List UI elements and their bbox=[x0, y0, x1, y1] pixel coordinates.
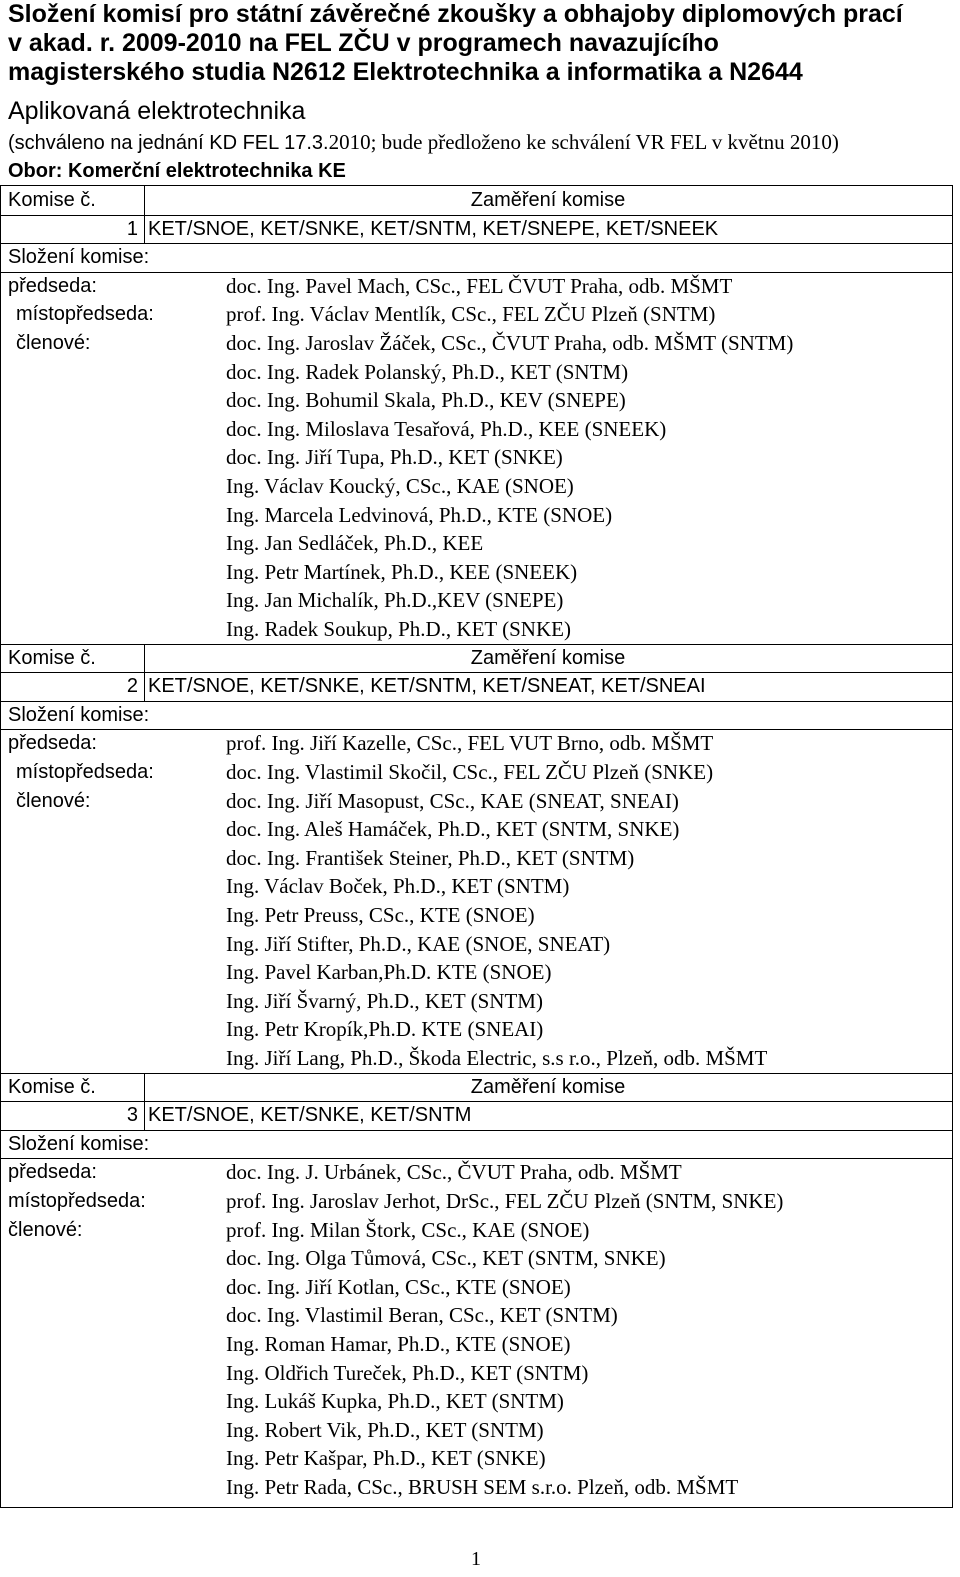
focus-header: Zaměření komise bbox=[470, 646, 626, 669]
field-of-study: Obor: Komerční elektrotechnika KE bbox=[8, 160, 346, 182]
member-name: Ing. Lukáš Kupka, Ph.D., KET (SNTM) bbox=[226, 1389, 564, 1414]
title-line: v akad. r. 2009-2010 na FEL ZČU v programech navazujícího bbox=[8, 29, 719, 57]
composition-label: Složení komise: bbox=[8, 703, 150, 726]
member-name: prof. Ing. Jaroslav Jerhot, DrSc., FEL ZČU Plzeň (SNTM, SNKE) bbox=[226, 1189, 784, 1213]
chairman-label: předseda: bbox=[8, 732, 97, 755]
members-label: členové: bbox=[16, 789, 91, 812]
composition-label: Složení komise: bbox=[8, 1132, 150, 1155]
komise-label: Komise č. bbox=[8, 1075, 96, 1098]
member-name: doc. Ing. Olga Tůmová, CSc., KET (SNTM, SNKE) bbox=[226, 1246, 666, 1271]
member-name: Ing. Jan Sedláček, Ph.D., KEE bbox=[226, 531, 484, 556]
member-name: Ing. Václav Boček, Ph.D., KET (SNTM) bbox=[226, 874, 570, 899]
vice-chairman-label: místopředseda: bbox=[16, 761, 154, 783]
member-name: doc. Ing. J. Urbánek, CSc., ČVUT Praha, odb. MŠMT bbox=[226, 1160, 682, 1185]
member-name: Ing. Pavel Karban,Ph.D. KTE (SNOE) bbox=[226, 960, 552, 985]
commissions-table bbox=[0, 185, 953, 1508]
commission-focus: KET/SNOE, KET/SNKE, KET/SNTM, KET/SNEAT, KET/SNEAI bbox=[148, 675, 706, 698]
member-name: Ing. Petr Kašpar, Ph.D., KET (SNKE) bbox=[226, 1446, 546, 1471]
member-name: doc. Ing. Aleš Hamáček, Ph.D., KET (SNTM, SNKE) bbox=[226, 817, 680, 842]
member-name: Ing. Marcela Ledvinová, Ph.D., KTE (SNOE) bbox=[226, 502, 613, 527]
member-name: Ing. Jiří Lang, Ph.D., Škoda Electric, s.s r.o., Plzeň, odb. MŠMT bbox=[226, 1046, 768, 1070]
focus-header: Zaměření komise bbox=[470, 1075, 626, 1098]
member-name: Ing. Václav Koucký, CSc., KAE (SNOE) bbox=[226, 474, 574, 498]
member-name: doc. Ing. František Steiner, Ph.D., KET (SNTM) bbox=[226, 845, 635, 870]
chairman-label: předseda: bbox=[8, 274, 97, 297]
member-name: doc. Ing. Jiří Kotlan, CSc., KTE (SNOE) bbox=[226, 1274, 571, 1299]
approval-note bbox=[8, 128, 953, 158]
commission-focus: KET/SNOE, KET/SNKE, KET/SNTM, KET/SNEPE, KET/SNEEK bbox=[148, 217, 719, 240]
members-label: členové: bbox=[8, 1218, 83, 1241]
member-name: doc. Ing. Vlastimil Beran, CSc., KET (SNTM) bbox=[226, 1303, 618, 1328]
komise-label: Komise č. bbox=[8, 646, 96, 669]
member-name: doc. Ing. Jiří Masopust, CSc., KAE (SNEAT, SNEAI) bbox=[226, 788, 679, 813]
member-name: Ing. Robert Vik, Ph.D., KET (SNTM) bbox=[226, 1417, 544, 1442]
title-line: magisterského studia N2612 Elektrotechnika a informatika a N2644 bbox=[8, 58, 803, 86]
komise-label: Komise č. bbox=[8, 189, 96, 211]
column-divider bbox=[144, 186, 145, 243]
column-divider bbox=[144, 1073, 145, 1130]
member-name: Ing. Petr Kropík,Ph.D. KTE (SNEAI) bbox=[226, 1017, 544, 1042]
page-number: 1 bbox=[471, 1548, 481, 1570]
chairman-label: předseda: bbox=[8, 1161, 97, 1184]
member-name: prof. Ing. Václav Mentlík, CSc., FEL ZČU Plzeň (SNTM) bbox=[226, 302, 716, 327]
vice-chairman-label: místopředseda: bbox=[8, 1190, 146, 1212]
member-name: Ing. Petr Rada, CSc., BRUSH SEM s.r.o. Plzeň, odb. MŠMT bbox=[226, 1475, 739, 1499]
member-name: doc. Ing. Vlastimil Skočil, CSc., FEL ZČU Plzeň (SNKE) bbox=[226, 760, 714, 784]
member-name: Ing. Petr Martínek, Ph.D., KEE (SNEEK) bbox=[226, 559, 578, 584]
commission-focus: KET/SNOE, KET/SNKE, KET/SNTM bbox=[148, 1104, 472, 1127]
document-title bbox=[8, 0, 953, 87]
member-name: prof. Ing. Jiří Kazelle, CSc., FEL VUT Brno, odb. MŠMT bbox=[226, 731, 714, 756]
member-name: Ing. Radek Soukup, Ph.D., KET (SNKE) bbox=[226, 617, 571, 641]
document-subtitle: Aplikovaná elektrotechnika bbox=[8, 97, 306, 125]
member-name: prof. Ing. Milan Štork, CSc., KAE (SNOE) bbox=[226, 1217, 590, 1242]
commission-number: 2 bbox=[126, 675, 138, 698]
commission-number: 3 bbox=[126, 1104, 138, 1127]
commission-number: 1 bbox=[126, 217, 138, 240]
member-name: Ing. Jiří Švarný, Ph.D., KET (SNTM) bbox=[226, 988, 543, 1013]
focus-header: Zaměření komise bbox=[470, 189, 626, 211]
vice-chairman-label: místopředseda: bbox=[16, 303, 154, 326]
member-name: doc. Ing. Miloslava Tesařová, Ph.D., KEE (SNEEK) bbox=[226, 416, 667, 441]
approval-note-part: 2010; bude předloženo ke schválení VR FEL v květnu 2010) bbox=[328, 130, 839, 154]
member-name: Ing. Petr Preuss, CSc., KTE (SNOE) bbox=[226, 903, 535, 927]
member-name: Ing. Roman Hamar, Ph.D., KTE (SNOE) bbox=[226, 1332, 571, 1356]
column-divider bbox=[144, 644, 145, 701]
member-name: doc. Ing. Jiří Tupa, Ph.D., KET (SNKE) bbox=[226, 445, 563, 470]
approval-note-part: (schváleno na jednání KD FEL 17.3. bbox=[8, 132, 329, 154]
member-name: doc. Ing. Jaroslav Žáček, CSc., ČVUT Praha, odb. MŠMT (SNTM) bbox=[226, 331, 794, 355]
member-name: doc. Ing. Bohumil Skala, Ph.D., KEV (SNEPE) bbox=[226, 388, 626, 413]
member-name: Ing. Jiří Stifter, Ph.D., KAE (SNOE, SNEAT) bbox=[226, 931, 611, 956]
members-label: členové: bbox=[16, 332, 91, 354]
member-name: doc. Ing. Pavel Mach, CSc., FEL ČVUT Praha, odb. MŠMT bbox=[226, 273, 733, 298]
composition-label: Složení komise: bbox=[8, 246, 150, 269]
member-name: Ing. Jan Michalík, Ph.D.,KEV (SNEPE) bbox=[226, 588, 564, 613]
member-name: doc. Ing. Radek Polanský, Ph.D., KET (SNTM) bbox=[226, 359, 629, 384]
title-line: Složení komisí pro státní závěrečné zkoušky a obhajoby diplomových prací bbox=[8, 0, 903, 28]
member-name: Ing. Oldřich Tureček, Ph.D., KET (SNTM) bbox=[226, 1360, 589, 1385]
